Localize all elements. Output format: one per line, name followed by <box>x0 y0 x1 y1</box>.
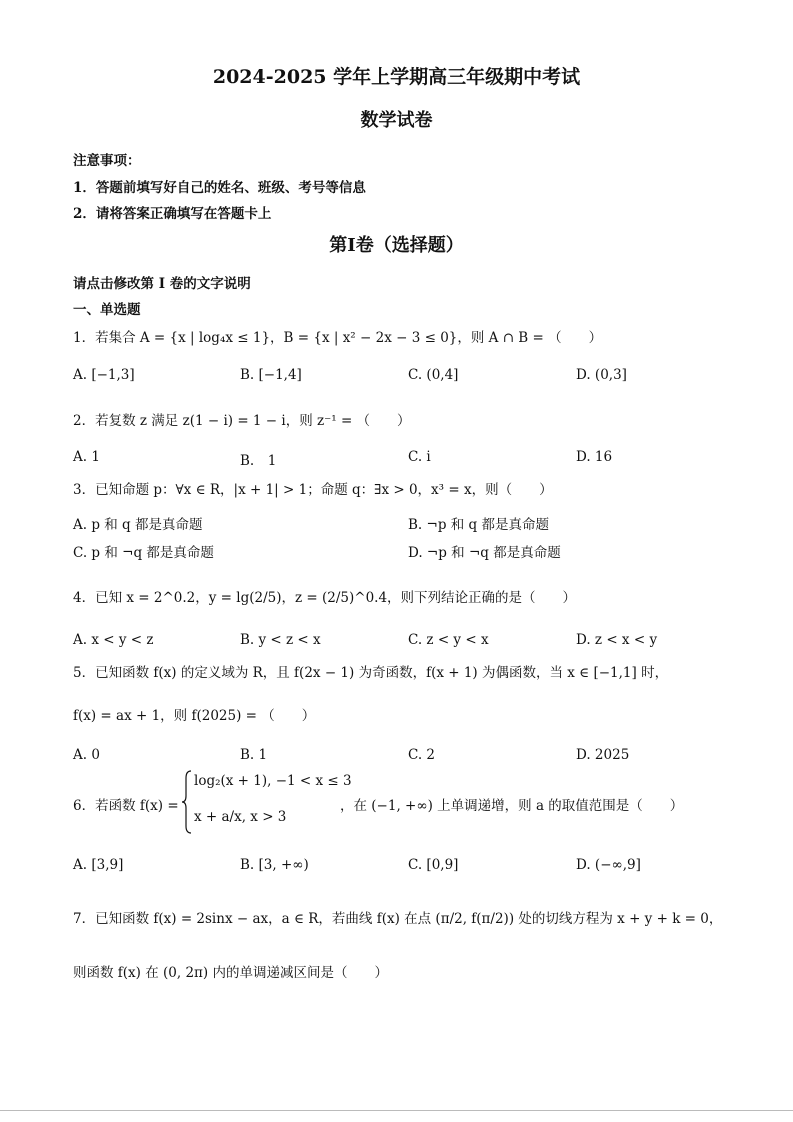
question-4-stem: 4．已知 x = 2^0.2，y = lg(2/5)，z = (2/5)^0.4，则下列结论正确的是（ ） <box>73 590 577 606</box>
q3-option-a: A. p 和 q 都是真命题 <box>73 517 203 533</box>
q6-option-a: A. [3,9] <box>73 857 124 873</box>
q6-option-d: D. (−∞,9] <box>576 857 641 873</box>
q5-option-c: C. 2 <box>408 747 436 763</box>
q3-option-b: B. ¬p 和 q 都是真命题 <box>408 517 549 533</box>
q1-option-c: C. (0,4] <box>408 367 459 383</box>
q2-option-a: A. 1 <box>73 449 100 465</box>
q1-option-a: A. [−1,3] <box>73 367 135 383</box>
question-3-stem: 3．已知命题 p：∀x ∈ R，|x + 1| > 1；命题 q：∃x > 0，x³ = x，则（ ） <box>73 482 553 498</box>
q4-option-a: A. x < y < z <box>73 632 154 648</box>
question-6-prefix: 6．若函数 f(x) = <box>73 798 179 814</box>
notes-heading: 注意事项： <box>73 153 141 169</box>
q4-option-d: D. z < x < y <box>576 632 658 648</box>
q5-option-d: D. 2025 <box>576 747 630 763</box>
section-heading: 一、单选题 <box>73 302 141 318</box>
q1-option-b: B. [−1,4] <box>240 367 302 383</box>
question-5-stem-cont: f(x) = ax + 1，则 f(2025) = （ ） <box>73 708 316 724</box>
q3-option-d: D. ¬p 和 ¬q 都是真命题 <box>408 545 561 561</box>
q6-option-b: B. [3, +∞) <box>240 857 309 873</box>
piecewise-brace <box>182 770 192 834</box>
question-7-stem-cont: 则函数 f(x) 在 (0, 2π) 内的单调递减区间是（ ） <box>73 965 388 981</box>
q2-option-d: D. 16 <box>576 449 613 465</box>
part-description[interactable]: 请点击修改第 I 卷的文字说明 <box>73 276 251 292</box>
q1-option-d: D. (0,3] <box>576 367 627 383</box>
question-6-piece-2: x + a/x, x > 3 <box>194 809 287 825</box>
question-6-suffix: ，在 (−1, +∞) 上单调递增，则 a 的取值范围是（ ） <box>340 798 684 814</box>
question-7-stem: 7．已知函数 f(x) = 2sinx − ax，a ∈ R，若曲线 f(x) 在点 (π/2, f(π/2)) 处的切线方程为 x + y + k = 0， <box>73 911 723 927</box>
q6-option-c: C. [0,9] <box>408 857 459 873</box>
q5-option-b: B. 1 <box>240 747 268 763</box>
question-6-piece-1: log₂(x + 1), −1 < x ≤ 3 <box>194 773 352 789</box>
question-5-stem: 5．已知函数 f(x) 的定义域为 R，且 f(2x − 1) 为奇函数，f(x + 1) 为偶函数，当 x ∈ [−1,1] 时， <box>73 665 669 681</box>
page-divider <box>0 1110 793 1111</box>
q4-option-b: B. y < z < x <box>240 632 321 648</box>
note-item-2: 2．请将答案正确填写在答题卡上 <box>73 206 272 222</box>
question-1-stem: 1．若集合 A = {x | log₄x ≤ 1}，B = {x | x² − 2x − 3 ≤ 0}，则 A ∩ B = （ ） <box>73 330 603 346</box>
q5-option-a: A. 0 <box>73 747 100 763</box>
part-title: 第Ⅰ卷（选择题） <box>329 235 464 256</box>
q2-option-b: B. 1 <box>240 453 277 469</box>
exam-subtitle: 数学试卷 <box>360 110 433 131</box>
q2-option-c: C. i <box>408 449 431 465</box>
question-2-stem: 2．若复数 z 满足 z(1 − i) = 1 − i，则 z⁻¹ = （ ） <box>73 413 411 429</box>
q3-option-c: C. p 和 ¬q 都是真命题 <box>73 545 214 561</box>
note-item-1: 1．答题前填写好自己的姓名、班级、考号等信息 <box>73 180 366 196</box>
q4-option-c: C. z < y < x <box>408 632 489 648</box>
exam-title: 2024-2025 学年上学期高三年级期中考试 <box>212 66 581 88</box>
